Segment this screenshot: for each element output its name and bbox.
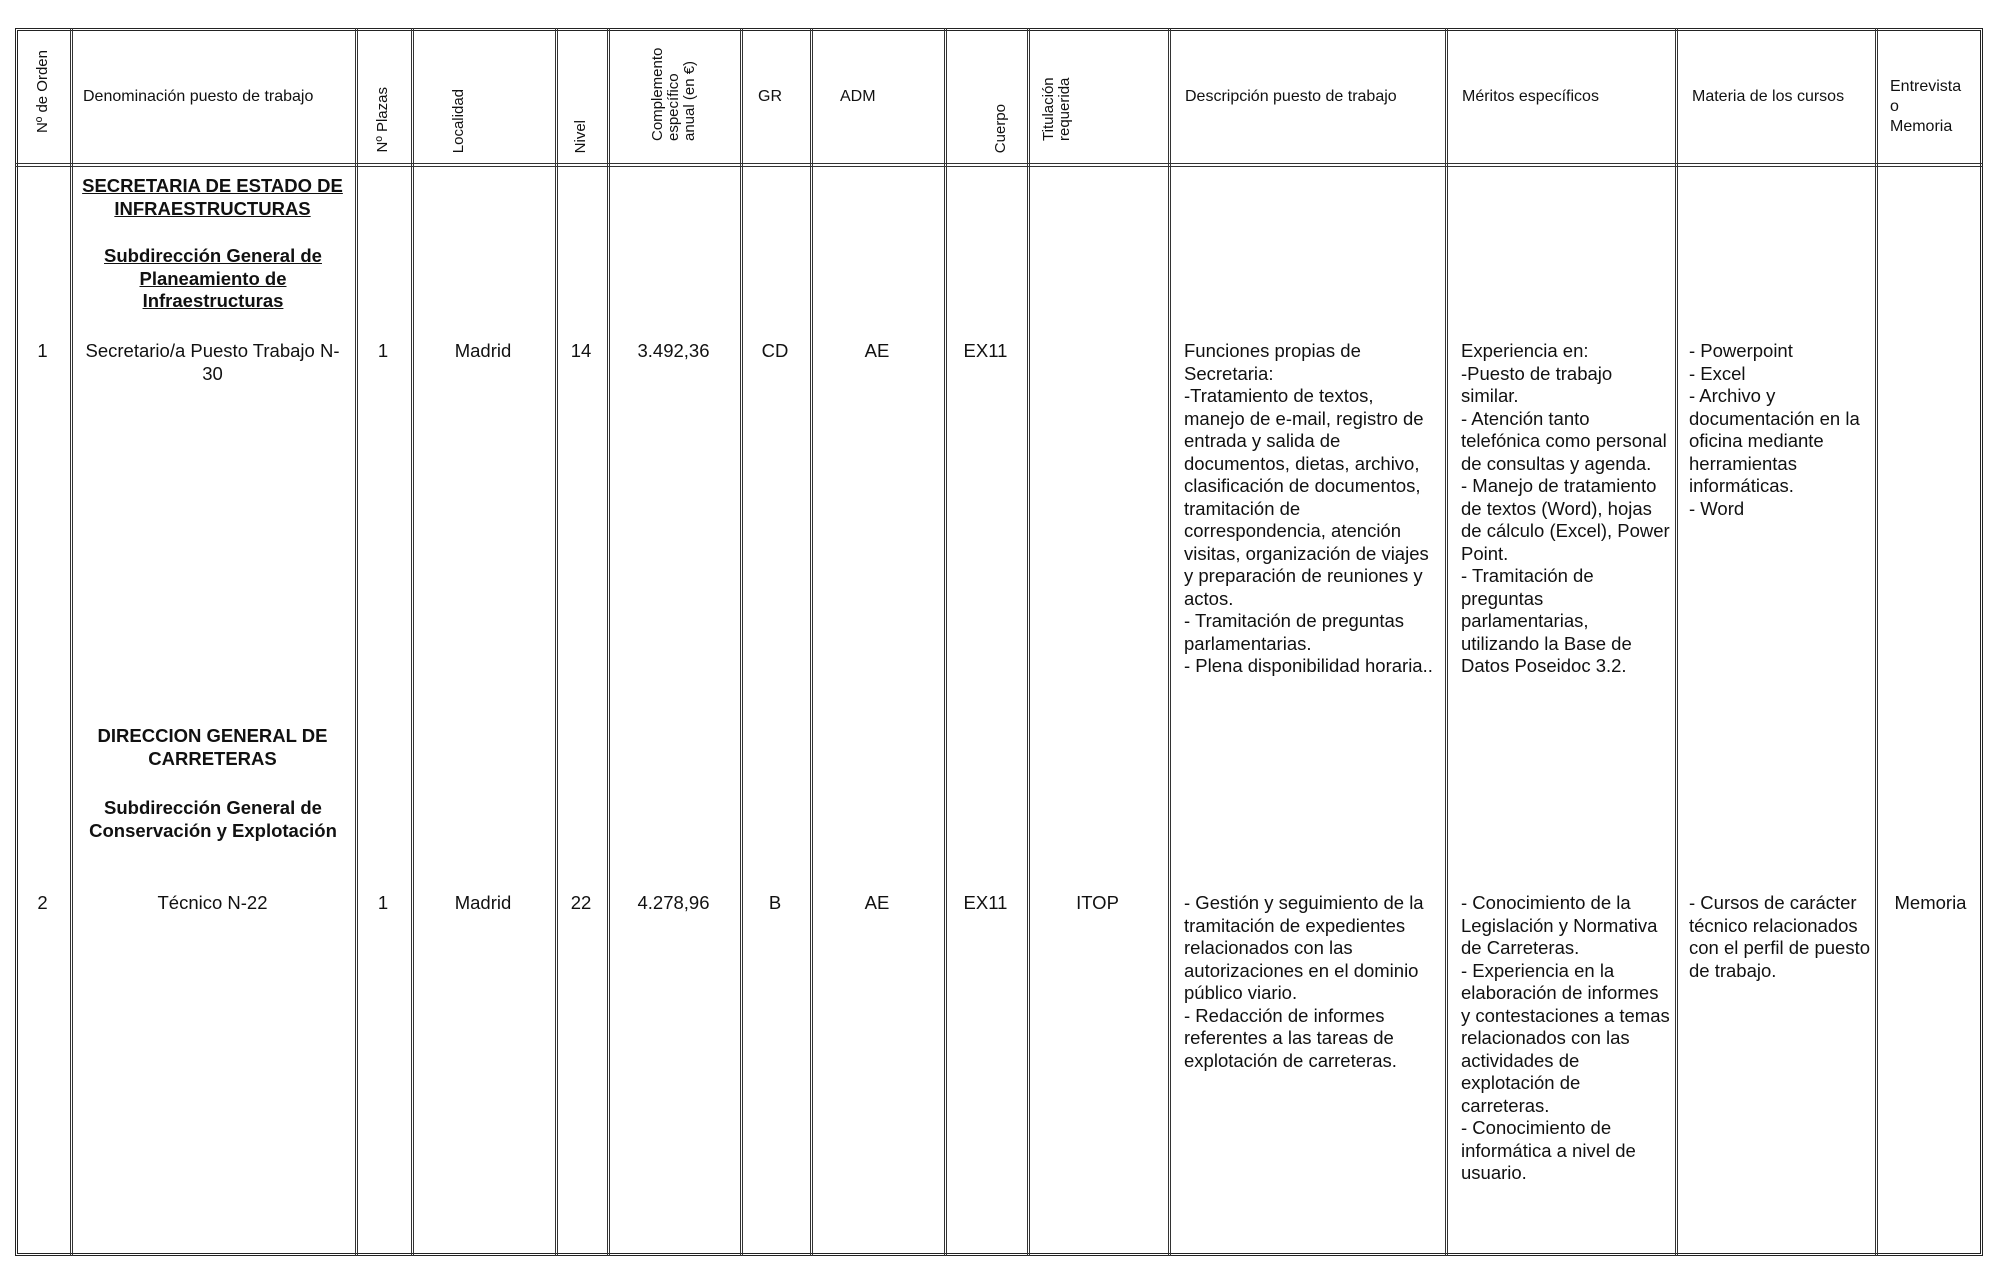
header-descripcion: Descripción puesto de trabajo	[1185, 88, 1397, 105]
row-1-plazas: 1	[377, 340, 389, 361]
header-entrevista: Entrevista o Memoria	[1890, 78, 1962, 135]
column-divider	[70, 28, 73, 1256]
row-1-complemento: 3.492,36	[637, 340, 710, 361]
header-meritos: Méritos específicos	[1462, 88, 1599, 105]
header-plazas	[355, 31, 411, 163]
column-divider	[1875, 28, 1878, 1256]
row-1-meritos: Experiencia en: -Puesto de trabajo similar. - Atención tanto telefónica como personal de consultas y agenda. - Manejo de tratamiento de textos (Word), hojas de cálculo (Excel), Power Point. - Tramitación de preguntas parlamentarias, utilizando la Base de Datos Poseidoc 3.2.	[1461, 340, 1670, 676]
row-1-orden: 1	[37, 340, 48, 361]
column-divider	[355, 28, 358, 1256]
row-2-nivel: 22	[570, 892, 592, 913]
row-2-meritos: - Conocimiento de la Legislación y Normativa de Carreteras. - Experiencia en la elaboración de informes y contestaciones a temas relacionados con las actividades de explotación de carreteras. - Conocimiento de informática a nivel de usuario.	[1461, 892, 1670, 1183]
row-2-denominacion: Técnico N-22	[157, 892, 268, 913]
row-1-adm: AE	[864, 340, 890, 361]
row-2-adm: AE	[864, 892, 890, 913]
row-1-descripcion: Funciones propias de Secretaria: -Tratamiento de textos, manejo de e-mail, registro de entrada y salida de documentos, dietas, archivo, clasificación de documentos, tramitación de correspondencia, atención visitas, organización de viajes y preparación de reuniones y actos. - Tramitación de preguntas parlamentarias. - Plena disponibilidad horaria..	[1184, 340, 1433, 676]
suborg-title: Subdirección General de Planeamiento de Infraestructuras	[104, 245, 322, 311]
header-divider	[15, 163, 1983, 167]
header-complemento	[607, 31, 740, 163]
column-divider	[810, 28, 813, 1256]
header-adm: ADM	[840, 88, 876, 105]
header-cuerpo-label: Cuerpo	[992, 103, 1009, 153]
header-materia: Materia de los cursos	[1692, 88, 1845, 105]
header-orden-label: Nº de Orden	[33, 50, 51, 134]
row-2-complemento: 4.278,96	[637, 892, 710, 913]
row-2-entrevista: Memoria	[1894, 892, 1967, 913]
row-2-gr: B	[768, 892, 782, 913]
row-1-materia: - Powerpoint - Excel - Archivo y documentación en la oficina mediante herramientas informáticas. - Word	[1689, 340, 1860, 519]
column-divider	[1168, 28, 1171, 1256]
row-1-cuerpo: EX11	[963, 340, 1008, 361]
row-1-localidad: Madrid	[454, 340, 512, 361]
column-divider	[1675, 28, 1678, 1256]
header-denominacion: Denominación puesto de trabajo	[83, 88, 314, 105]
header-titulacion	[1027, 31, 1168, 163]
header-complemento-label: Complemento específico anual (en €)	[648, 47, 698, 141]
row-2-plazas: 1	[377, 892, 389, 913]
header-cuerpo	[944, 31, 1027, 163]
header-localidad-label: Localidad	[450, 88, 467, 153]
row-1-gr: CD	[761, 340, 789, 361]
column-divider	[555, 28, 558, 1256]
row-2-titulacion: ITOP	[1076, 892, 1119, 913]
header-gr: GR	[758, 88, 782, 105]
row-1-nivel: 14	[570, 340, 592, 361]
header-nivel-label: Nivel	[572, 119, 589, 153]
column-divider	[411, 28, 414, 1256]
header-localidad	[411, 31, 555, 163]
row-2-descripcion: - Gestión y seguimiento de la tramitación de expedientes relacionados con las autorizaciones en el dominio público viario. - Redacción de informes referentes a las tareas de explotación de carreteras.	[1184, 892, 1424, 1071]
row-2-cuerpo: EX11	[963, 892, 1008, 913]
header-titulacion-label: Titulación requerida	[1040, 77, 1073, 141]
suborg-title: Subdirección General de Conservación y Explotación	[89, 797, 337, 841]
column-divider	[607, 28, 610, 1256]
column-divider	[944, 28, 947, 1256]
row-1-denominacion: Secretario/a Puesto Trabajo N-30	[85, 340, 340, 384]
header-orden	[15, 31, 70, 163]
column-divider	[1445, 28, 1448, 1256]
column-divider	[740, 28, 743, 1256]
header-plazas-label: Nº Plazas	[374, 87, 391, 153]
org-title: DIRECCION GENERAL DE CARRETERAS	[97, 725, 328, 769]
row-2-localidad: Madrid	[454, 892, 512, 913]
header-nivel	[555, 31, 607, 163]
row-2-materia: - Cursos de carácter técnico relacionados con el perfil de puesto de trabajo.	[1689, 892, 1871, 981]
org-title: SECRETARIA DE ESTADO DE INFRAESTRUCTURAS	[82, 175, 343, 219]
row-2-orden: 2	[37, 892, 48, 913]
column-divider	[1027, 28, 1030, 1256]
